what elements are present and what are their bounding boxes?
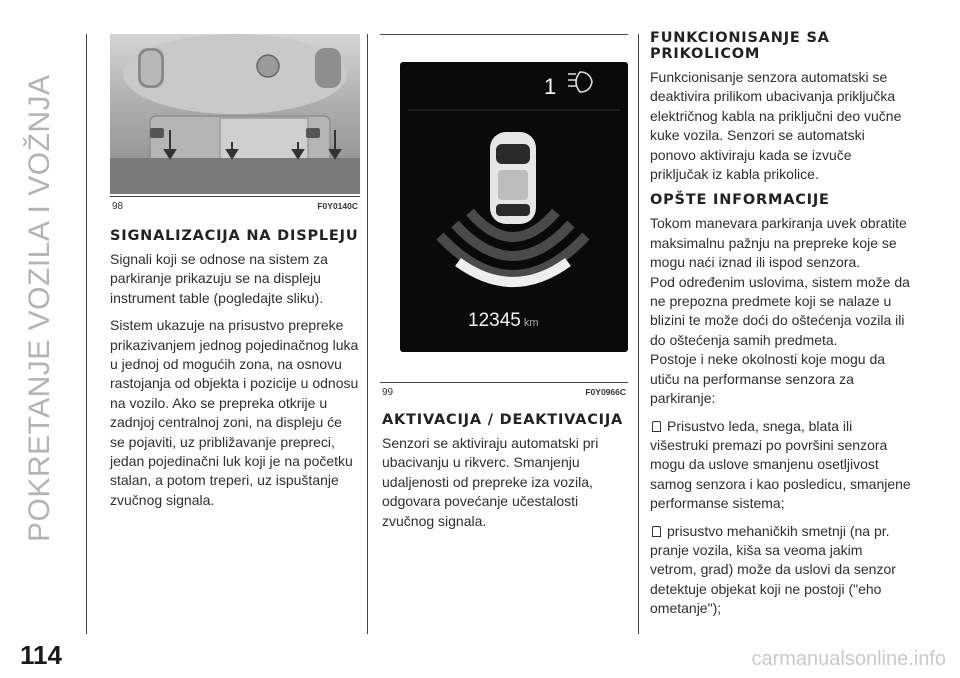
bullet-icon — [652, 526, 661, 537]
bullet-item: prisustvo mehaničkih smetnji (na pr. pranje vozila, kiša sa veoma jakim vetrom, grad) može da uslovi da senzor detektuje objekat koji ne postoji ("eho ometanje"); — [650, 522, 896, 617]
column-3 — [650, 30, 912, 627]
paragraph: Tokom manevara parkiranja uvek obratite maksimalnu pažnju na prepreke koje se mogu naći iznad ili ispod senzora. — [650, 215, 907, 271]
section-heading-opste-informacije: OPŠTE INFORMACIJE — [650, 192, 830, 209]
paragraph: Signali koji se odnose na sistem za parkiranje prikazuju se na displeju instrument table (pogledajte sliku). — [110, 251, 328, 306]
column-divider-right — [638, 34, 639, 634]
section-heading-signalizacija: SIGNALIZACIJA NA DISPLEJU — [110, 228, 359, 244]
figure-99-caption — [380, 382, 628, 401]
paragraph: Sistem ukazuje na prisustvo prepreke prikazivanjem jednog pojedinačnog luka u jednoj od mogućih zona, na osnovu rastojanja od objekta i pozicije u odnosu na vozilo. Ako se prepreka otkrije u zadnjoj centralnoj zoni, na displeju će se pojaviti, uz približavanje prepreci, jedan pojedinačni luk koji je na početku stalan, a potom treperi, uz ispuštanje zvučnog signala. — [110, 317, 359, 508]
figure-code: F0Y0966C — [585, 387, 626, 397]
gear-indicator: 1 — [544, 74, 557, 99]
figure-98-caption — [110, 196, 360, 215]
figure-number: 99 — [382, 387, 394, 398]
paragraph: Pod određenim uslovima, sistem može da ne prepozna predmete koji se nalaze u blizini te može doći do oštećenja vozila ili do oštećenja samih predmeta. — [650, 273, 910, 348]
section-heading-aktivacija: AKTIVACIJA / DEAKTIVACIJA — [382, 412, 624, 428]
watermark: carmanualsonline.info — [751, 648, 946, 670]
odometer-unit: km — [523, 317, 539, 329]
column-divider-middle — [367, 34, 368, 634]
chapter-side-title: POKRETANJE VOZILA I VOŽNJA — [23, 74, 56, 542]
figure-number: 98 — [112, 201, 124, 212]
odometer-readout — [468, 310, 539, 332]
paragraph: Funkcionisanje senzora automatski se deaktivira prilikom ubacivanja priključka električnog kabla na priključni deo vučne kuke vozila. Senzori se automatski ponovo aktiviraju kada se izvuče priključak iz kabla prikolice. — [650, 69, 902, 183]
bullet-item: Prisustvo leda, snega, blata ili višestruki premazi po površini senzora mogu da uslove smanjenu osetljivost samog senzora i kao posledicu, smanjene performanse sistema; — [650, 417, 911, 512]
bullet-icon — [652, 421, 661, 432]
paragraph: Postoje i neke okolnosti koje mogu da utiču na performanse senzora za parkiranje: — [650, 351, 886, 407]
parking-sensor-graphic — [400, 62, 628, 352]
section-heading-prikolica: FUNKCIONISANJE SA PRIKOLICOM — [650, 30, 830, 62]
column-divider-left — [86, 34, 87, 634]
figure-code: F0Y0140C — [317, 201, 358, 211]
paragraph: Senzori se aktiviraju automatski pri ubacivanju u rikverc. Smanjenju udaljenosti od prepreke iza vozila, odgovara povećanje učestalosti zvučnog signala. — [382, 435, 599, 529]
figure-98-image — [110, 34, 360, 194]
figure-99-dashboard-display — [400, 62, 628, 352]
figure-top-rule — [380, 34, 628, 35]
odometer-value: 12345 — [468, 310, 521, 331]
page-number: 114 — [20, 640, 62, 670]
headlight-icon — [568, 72, 592, 92]
car-rear-bumper-illustration — [110, 34, 360, 194]
car-top-view-icon — [490, 132, 536, 224]
